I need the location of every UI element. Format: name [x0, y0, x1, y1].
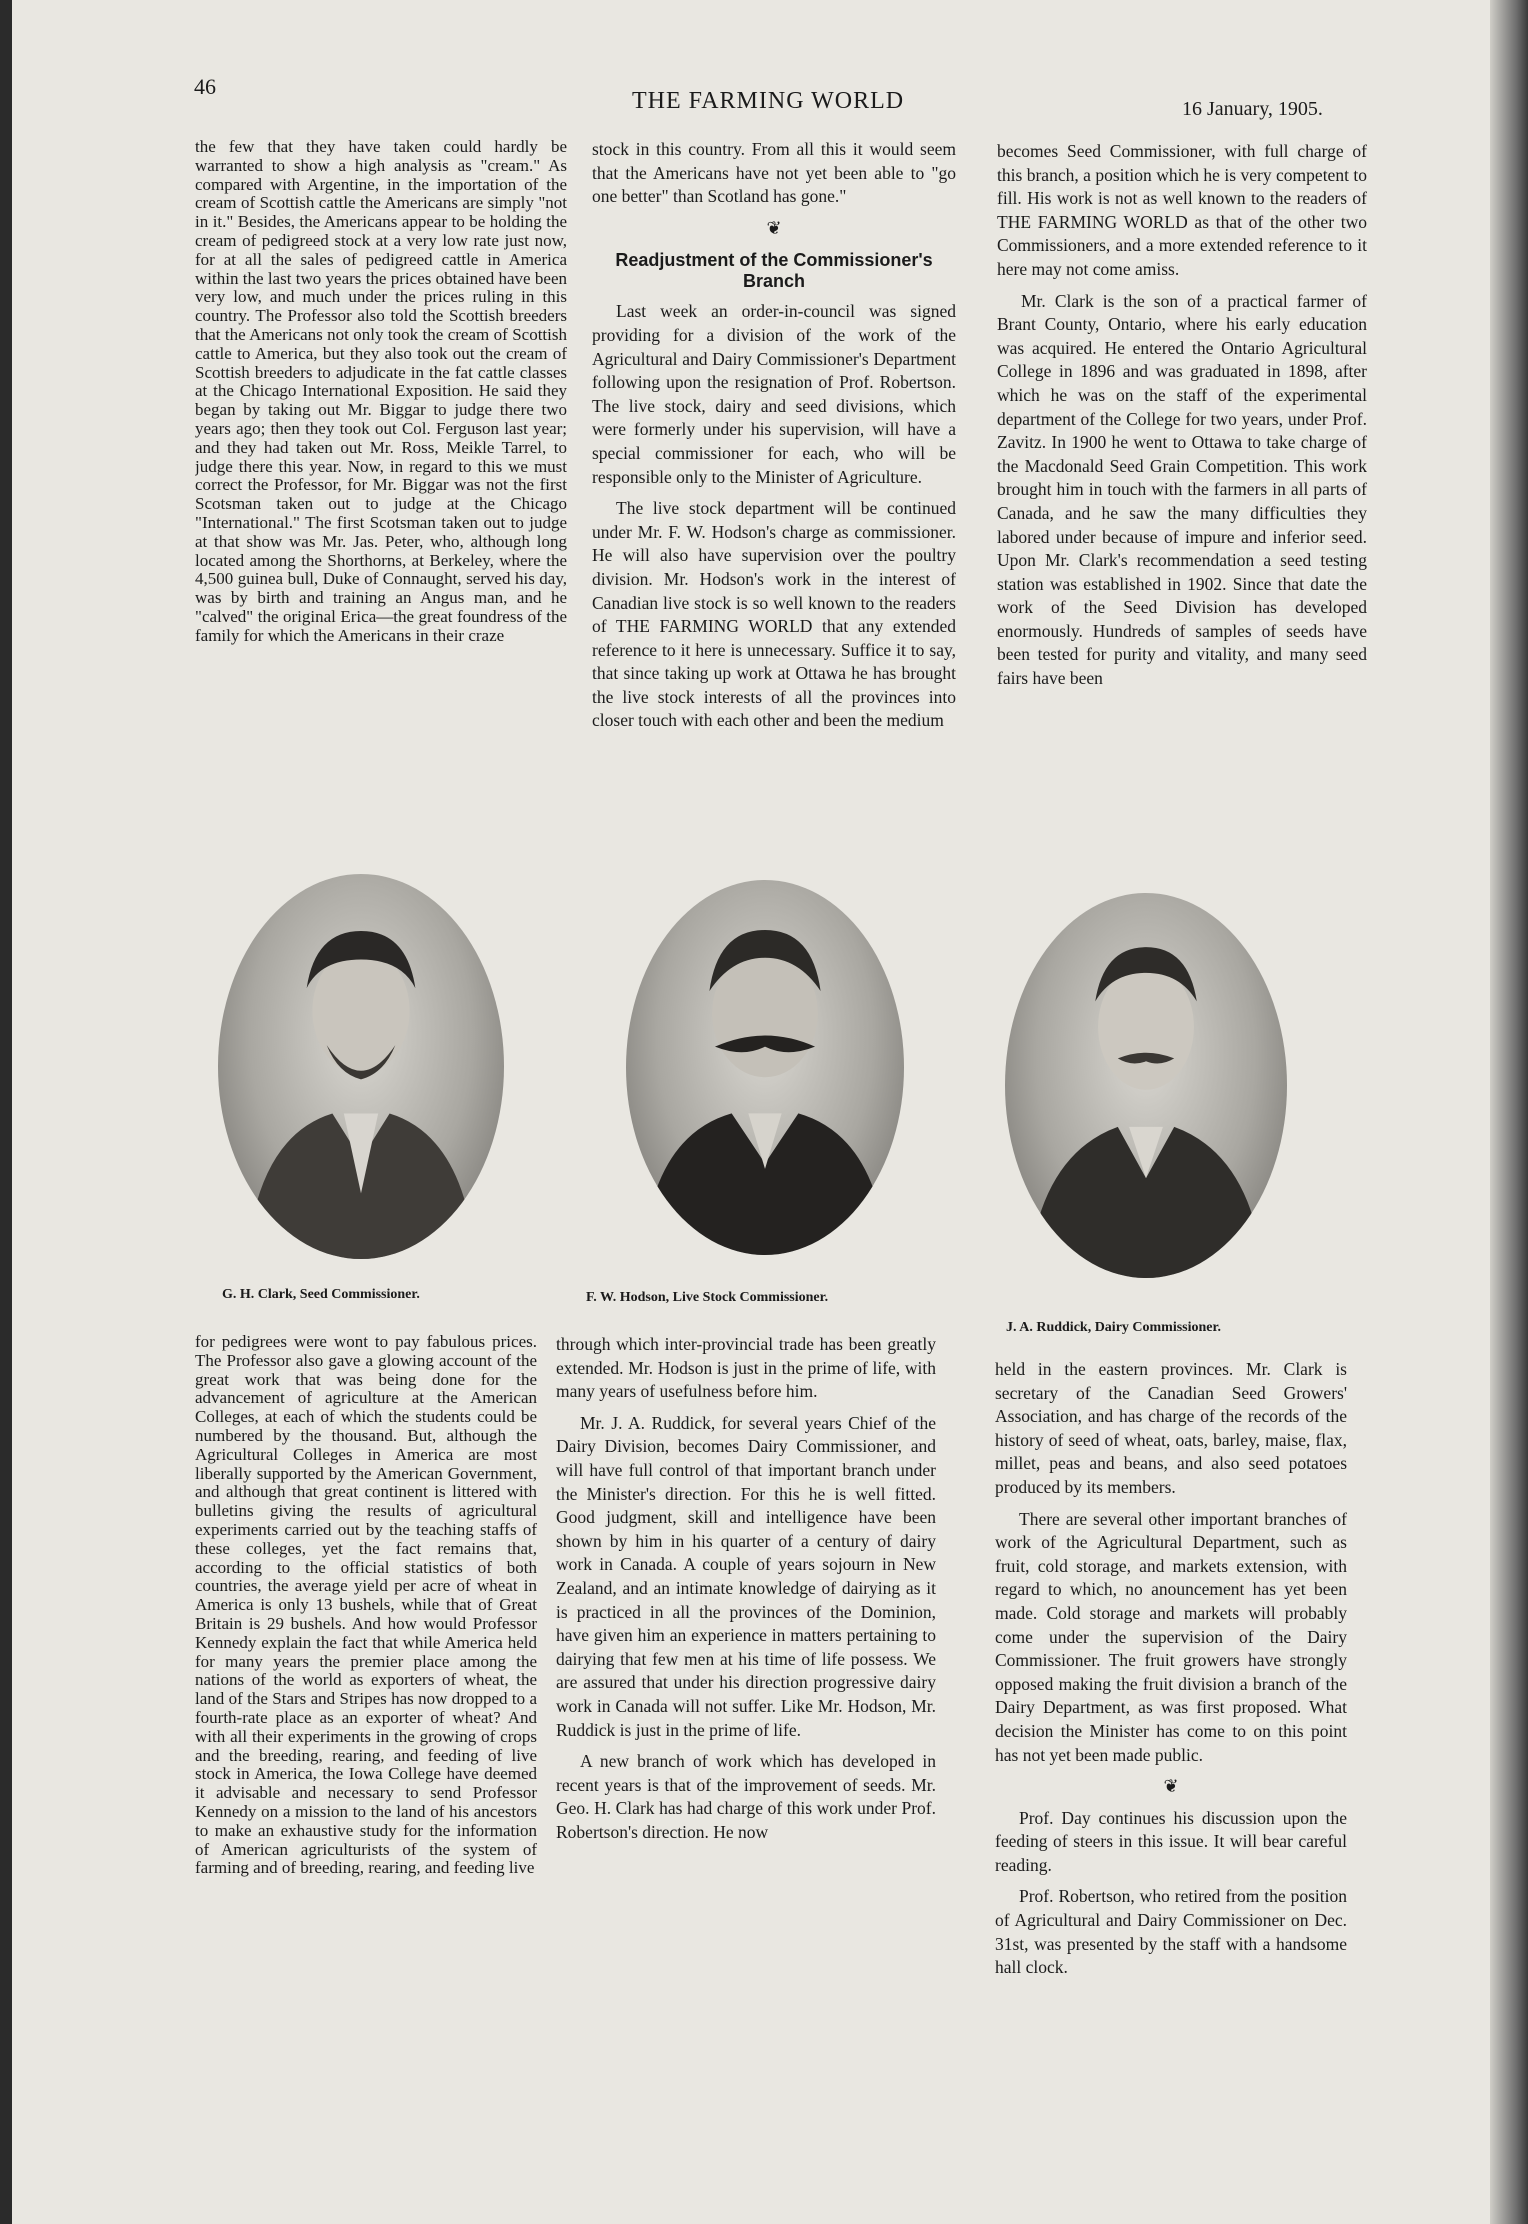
page-number: 46: [194, 74, 216, 99]
paragraph: Mr. Clark is the son of a practical farmer of Brant County, Ontario, where his early education was acquired. He entered the Ontario Agricultural College in 1896 and was graduated in 1898, after which he was on the staff of the experimental department of the College for two years, under Prof. Zavitz. In 1900 he went to Ottawa to take charge of the Macdonald Seed Grain Competition. This work brought him in touch with the farmers in all parts of Canada, and he saw the many difficulties they labored under because of impure and inferior seed. Upon Mr. Clark's recommendation a seed testing station was established in 1902. Since that date the work of the Seed Division has developed enormously. Hundreds of samples of seeds have been tested for purity and vitality, and many seed fairs have been: [997, 290, 1367, 689]
paragraph: the few that they have taken could hardly be warranted to show a high analysis as "cream." As compared with Argentine, in the importation of the cream of Scottish cattle the Americans are simply "not in it." Besides, the Americans appear to be holding the cream of pedigreed stock at a very low rate just now, for at all the sales of pedigreed cattle in America within the last two years the prices obtained have been very low, and much under the prices ruling in this country. The Professor also told the Scottish breeders that the Americans not only took the cream of Scottish cattle to America, but they also took out the cream of Scottish breeders to adjudicate in the fat cattle classes at the Chicago International Exposition. He said they began by taking out Mr. Biggar to judge there two years ago; then they took out Col. Ferguson last year; and they had taken out Mr. Ross, Meikle Tarrel, to judge there this year. Now, in regard to this we must correct the Professor, for Mr. Biggar was not the first Scotsman taken out to judge at the Chicago "International." The first Scotsman taken out to judge at that show was Mr. Jas. Peter, who, although long located among the Shorthorns, at Berkeley, where the 4,500 guinea bull, Duke of Connaught, served his day, was by birth and training an Angus man, and he "calved" the original Erica—the great foundress of the family for which the Americans in their craze: [195, 138, 567, 645]
column-middle-top: [592, 138, 956, 858]
caption-ruddick: J. A. Ruddick, Dairy Commissioner.: [1006, 1320, 1221, 1335]
column-middle-bottom: [556, 1333, 936, 2083]
paragraph: becomes Seed Commissioner, with full charge of this branch, a position which he is very competent to fill. His work is not as well known to the readers of THE FARMING WORLD as that of the other two Commissioners, and a more extended reference to it here may not come amiss.: [997, 141, 1367, 279]
paragraph: The live stock department will be continued under Mr. F. W. Hodson's charge as commissioner. He will also have supervision over the poultry division. Mr. Hodson's work in the interest of Canadian live stock is so well known to the readers of THE FARMING WORLD that any extended reference to it here is unnecessary. Suffice it to say, that since taking up work at Ottawa he has brought the live stock interests of all the provinces into closer touch with each other and been the medium: [592, 498, 956, 731]
magazine-page: [12, 0, 1490, 2224]
paragraph: There are several other important branches of work of the Agricultural Department, such as fruit, cold storage, and markets extension, with regard to which, no anouncement has yet been made. Cold storage and markets will probably come under the supervision of the Dairy Commissioner. The fruit growers have strongly opposed making the fruit division a branch of the Dairy Department, as was first proposed. What decision the Minister has come to on this point has not yet been made public.: [995, 1508, 1347, 1765]
caption-clark: G. H. Clark, Seed Commissioner.: [222, 1287, 420, 1302]
paragraph: Prof. Robertson, who retired from the position of Agricultural and Dairy Commissioner on Dec. 31st, was presented by the staff with a handsome hall clock.: [995, 1886, 1347, 1978]
paragraph: A new branch of work which has developed in recent years is that of the improvement of seeds. Mr. Geo. H. Clark has had charge of this work under Prof. Robertson's direction. He now: [556, 1751, 936, 1842]
article-heading: Readjustment of the Commissioner's Branch: [615, 250, 933, 292]
running-title: THE FARMING WORLD: [632, 88, 905, 114]
issue-date: 16 January, 1905.: [1182, 98, 1323, 120]
caption-hodson: F. W. Hodson, Live Stock Commissioner.: [586, 1290, 829, 1305]
portrait-clark: [218, 874, 504, 1259]
page-edge-shadow: [1490, 0, 1528, 2224]
portrait-ruddick: [1005, 893, 1287, 1278]
column-left-bottom: [195, 1333, 537, 2063]
column-right-top: [997, 140, 1367, 920]
portrait-hodson: [626, 880, 904, 1255]
paragraph: for pedigrees were wont to pay fabulous prices. The Professor also gave a glowing account of the great work that was being done for the advancement of agriculture at the American Colleges, at each of which the students could be numbered by the thousand. But, although the Agricultural Colleges in America are most liberally supported by the American Government, and although that great continent is littered with bulletins giving the results of agricultural experiments carried out by the teaching staffs of these colleges, yet the fact remains that, according to the official statistics of both countries, the average yield per acre of wheat in America is only 13 bushels, while that of Great Britain is 29 bushels. And how would Professor Kennedy explain the fact that while America held for many years the premier place among the nations of the world as exporters of wheat, the land of the Stars and Stripes has now dropped to a fourth-rate place as an exporter of wheat? And with all their experiments in the growing of crops and the breeding, rearing, and feeding of live stock in America, the Iowa College have deemed it advisable and necessary to send Professor Kennedy on a mission to the land of his ancestors to make an exhaustive study for the information of American agriculturists of the system of farming and of breeding, rearing, and feeding live: [195, 1333, 537, 1878]
column-right-bottom: [995, 1358, 1347, 2098]
page-header: [12, 70, 1490, 120]
column-left-top: [195, 138, 567, 858]
paragraph: held in the eastern provinces. Mr. Clark is secretary of the Canadian Seed Growers' Association, and has charge of the records of the history of seed of wheat, oats, barley, maise, flax, millet, peas and beans, and also seed potatoes produced by its members.: [995, 1359, 1347, 1497]
paragraph: Prof. Day continues his discussion upon the feeding of steers in this issue. It will bear careful reading.: [995, 1807, 1347, 1875]
paragraph: Mr. J. A. Ruddick, for several years Chief of the Dairy Division, becomes Dairy Commissioner, and will have full control of that important branch under the Minister's direction. For this he is well fitted. Good judgment, skill and intelligence have been shown by him in his quarter of a century of dairy work in Canada. A couple of years sojourn in New Zealand, and an intimate knowledge of dairying as it is practiced in all the provinces of the Dominion, have given him an experience in matters pertaining to dairying that few men at his time of life possess. We are assured that under his direction progressive dairy work in Canada will not suffer. Like Mr. Hodson, Mr. Ruddick is just in the prime of life.: [556, 1412, 936, 1740]
paragraph: Last week an order-in-council was signed providing for a division of the work of the Agricultural and Dairy Commissioner's Department following upon the resignation of Prof. Robertson. The live stock, dairy and seed divisions, which were formerly under his supervision, will have a special commissioner for each, who will be responsible only to the Minister of Agriculture.: [592, 301, 956, 487]
paragraph: stock in this country. From all this it would seem that the Americans have not yet been able to "go one better" than Scotland has gone.": [592, 139, 956, 207]
paragraph: through which inter-provincial trade has been greatly extended. Mr. Hodson is just in the prime of life, with many years of usefulness before him.: [556, 1334, 936, 1402]
section-ornament: ❦: [1163, 1776, 1179, 1797]
section-ornament: ❦: [766, 217, 782, 238]
